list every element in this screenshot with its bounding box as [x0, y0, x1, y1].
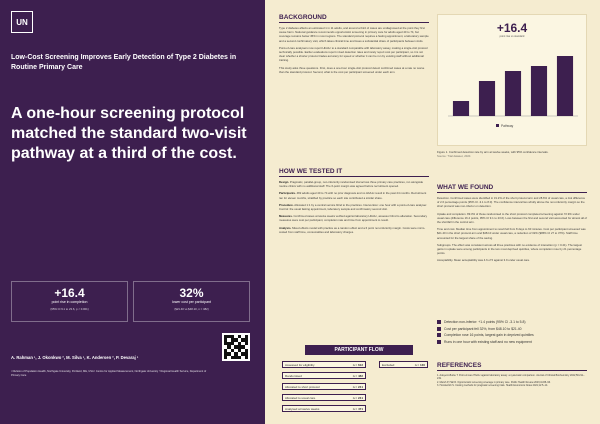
bar [479, 81, 495, 116]
method-item: Analysis. Mixed effects model with practice as a random effect and a 6 point non-inferiority margin. Costs were micro-costed from staff time, consumables and laboratory charges. [279, 225, 426, 234]
methods-section [279, 168, 429, 234]
poster-title: Low-Cost Screening Improves Early Detection of Type 2 Diabetes in Routine Primary Care [11, 54, 237, 71]
figure-caption-block [437, 150, 587, 158]
flow-box: Analysed at twelve weeks n = 471 [282, 405, 366, 412]
findings-section [437, 184, 587, 263]
headline: A one-hour screening protocol matched the standard two-visit pathway at a third of the cost. [11, 105, 247, 162]
paragraph: Uptake and completion. 89.3% of those randomised to the short protocol completed screening against 72.9% under usual care (difference 16.4 points, 95% CI 9.1 to 23.6). Loss between the first and second visit accounted for almost all of the shortfall in the control arm. [437, 211, 587, 225]
university-logo: UN [11, 11, 33, 33]
paragraph: Subgroups. The effect was consistent across all three practices with no evidence of interaction (p = 0.41). The largest gains in uptake were among participants in the two most deprived quintiles, where completion rose by 21 percentage points. [437, 242, 582, 256]
affiliations: ¹ Division of Population Health, Northgate University, Portland, ME, USA ² Centre for Applied Measurement, Northgate University ³ Regional Health Service, Department of Primary Care [11, 370, 207, 377]
stat-label: lower cost per participant [172, 300, 211, 304]
method-item: Procedure. Allocated 1:1 by a central service blind to the practices. Intervention: one hour with a point-of-care analyser. Control: the usual fasting appointment, laboratory sample and confirmatory second visit. [279, 202, 428, 212]
flow-box: Allocated to short protocol n = 241 [282, 383, 366, 390]
list-item: Completion rose 16 points, largest gain in deprived quintiles [437, 333, 587, 338]
flow-excluded-box: Excluded n = 130 [379, 361, 428, 368]
method-item: Participants. 482 adults aged 40 to 74 with no prior diagnosis and no HbA1c result in the past 24 months. Recruitment ran for eleven months, stratified by practice so each site contributed a similar share. [279, 191, 427, 200]
chart-headline-caption: point rise vs standard [499, 35, 525, 38]
legend-label: Pathway [501, 124, 514, 128]
legend-swatch [496, 124, 499, 127]
flow-box: Allocated to usual care n = 241 [282, 394, 366, 401]
list-item: Runs in one hour with existing staff and no new equipment [437, 340, 587, 345]
method-item: Design. Pragmatic, parallel-group, non-inferiority randomised trial across three primary care practices, run alongside routine clinics with no additional staff. The 6-point margin was agreed before recruitment opened. [279, 180, 424, 189]
stat-card [11, 281, 128, 322]
paragraph: Type 2 diabetes affects an estimated 1 in 11 adults, and around a third of cases are undiagnosed at the point they first cause harm. National guidance recommends opportunistic screening in primary care for adults aged 40 to 74, but coverage remains below 45% in most regions. The standard protocol requires a fasting appointment, a laboratory sample and a second confirmatory visit, which takes clinical time and loses a substantial share of participants between visits. [279, 26, 429, 43]
paragraph: Point-of-care analysers now report HbA1c to a standard comparable with laboratory assay, making a single-visit protocol technically possible. Earlier evaluations report mixed detection rates and rarely report cost per participant, so it is not clear whether a shorter protocol trades accuracy for speed or whether it can be run by existing staff without additional training. [279, 45, 428, 63]
bar [453, 101, 469, 116]
method-item: Measures. Confirmed cases at twelve weeks verified against laboratory HbA1c, assessor blind to allocation. Secondary measures were cost per participant, completion rate and time from appointment to result. [279, 214, 428, 223]
stat-sub: ($21.40 vs $48.10, n = 482) [174, 307, 209, 311]
list-item: Detection non-inferior: +1.4 points (95% CI -3.1 to 5.8) [437, 320, 587, 325]
stat-sub: (95% CI 9.1 to 23.6, p < 0.001) [50, 307, 89, 311]
section-heading: WHAT WE FOUND [437, 184, 587, 193]
bar [505, 71, 521, 116]
paragraph: Acceptability. Mean acceptability was 4.6 of 5 against 3.9 under usual care. [437, 258, 530, 263]
reference-item: 3. Honda-Kirk S. Costing methods for pragmatic screening trials. Health Economics Notes 2021;12:5–14. [437, 384, 548, 388]
qr-code-icon[interactable] [222, 333, 250, 361]
paragraph: This study asks three questions. First, does a one-hour single-visit protocol detect confirmed cases at a rate no worse than the standard protocol. Second, what is the cost per participant screened under each arm. [279, 65, 425, 74]
paragraph: Time and cost. Median time from appointment to result fell from 8 days to 60 minutes. Cost per participant screened was $21.40 in the short protocol arm and $48.10 under usual care, a reduction of 32% ($95% CI 27 to 37%). Staff time accounted for the largest share of the saving. [437, 227, 586, 240]
check-icon [437, 333, 441, 337]
background-section [279, 14, 429, 74]
figure-caption: Figure 1. Confirmed detection rate by arm at twelve weeks, with 95% confidence intervals. [437, 150, 549, 154]
stat-value: +16.4 [54, 286, 85, 300]
stat-card [133, 281, 250, 322]
stat-label: point rise in completion [51, 300, 88, 304]
bar [557, 56, 573, 116]
section-heading: HOW WE TESTED IT [279, 168, 429, 177]
bar-chart [438, 38, 586, 134]
figure-source: Source: Trial dataset, 2024 [437, 154, 471, 159]
flow-heading: PARTICIPANT FLOW [305, 345, 413, 355]
references-section [437, 362, 587, 388]
check-icon [437, 320, 441, 324]
check-icon [437, 340, 441, 344]
flow-box: Assessed for eligibility n = 612 [282, 361, 366, 368]
paragraph: Detection. Confirmed cases were identified in 31.2% of the short protocol arm and 28.6% of usual care, a risk difference of 2.6 percentage points (95% CI -3.1 to 8.0). The confidence interval lies wholly above the non-inferiority margin so the short protocol was non-inferior on detection. [437, 196, 586, 209]
chart-card [437, 14, 587, 146]
flow-box: Randomised n = 482 [282, 372, 366, 379]
hero-stats [11, 281, 250, 322]
section-heading: REFERENCES [437, 362, 587, 371]
section-heading: BACKGROUND [279, 14, 429, 23]
reference-item: 1. Adeyemi-Burke T. Point-of-care HbA1c against laboratory assay: a systematic comparison. Journal of Clinical Biochemistry 2022;59:211–219. [437, 374, 585, 381]
check-icon [437, 327, 441, 331]
reference-item: 2. Marsh P, Hall R. Opportunistic screening coverage in primary care. Public Health Review 2023;41:88–96. [437, 380, 551, 384]
list-item: Cost per participant fell 32%, from $48.10 to $21.40 [437, 327, 587, 332]
stat-value: 32% [179, 286, 204, 300]
chart-headline-value: +16.4 [496, 21, 528, 35]
authors: A. Rahman ¹, J. Okonkwo ², M. Silva ¹, K. Andersen ², P. Devaraj ¹ [11, 355, 139, 360]
key-findings-list [437, 320, 587, 346]
bar [531, 66, 547, 116]
